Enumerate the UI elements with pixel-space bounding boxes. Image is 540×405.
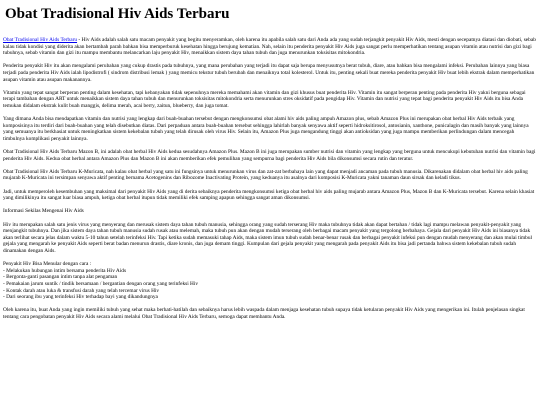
paragraph-amazon-plus: Yang dimana Anda bisa mendapatkan vitamin dan nutrisi yang lengkap dari buah-buahan tersebut dengan mengkonsumsi obat alami hiv aids paling ampuh Amazon plus, sebab Amazon Plus ini merupakan obat herbal Hiv Aids terbaik yang komposisinya itu terdiri dari buah-buahan yang telah disebutkan diatas. Dari perpaduan antara buah-buahan tersebut sehingga lahirlah banyak senyawa aktif seperti hidroksitirosol, antosianin, xanthone, punicalagin dan masih banyak yang lainnya yang semuanya itu berkhasiat untuk meningkatkan sistem kekebalan tubuh yang telah dirusak oleh virus Hiv. Selain itu, Amazon Plus juga mengandung tinggi akan antioksidan yang juga mampu memberikan perlindungan dalam mencegah timbulnya komplikasi penyakit lainnya.	[3, 116, 529, 142]
list-item: - Pemakaian jarum suntik / tindik bersamaan / bergantian dengan orang yang terinfeksi Hiv	[3, 280, 199, 287]
page-title: Obat Tradisional Hiv Aids Terbaru	[5, 6, 230, 22]
intro-text: - Hiv Aids adalah salah satu macam penyakit yang begitu menyeramkan, oleh karena itu apabila salah satu dari Anda ada yang sudah terjangkit penyakit Hiv Aids, mesti dengan secepatnya diatasi dan diobati, sebab kalau tidak kondisi yang diderita akan bertambah parah bahkan bisa memperburuk kesehatan hingga berujung kematian. Nah, selain itu penderita penyakit Hiv Aids juga sangat perlu memperhatikan tentang asupan vitamin atau nutrisi dan gizi bagi tubuhnya, sebab vitamin dan gizi itu mampu membantu melancarkan laju penyakit Hiv, menaikkan sistem daya tahan tubuh dan juga menurunkan toksisitas mitokondria.	[3, 37, 536, 57]
list-item: - Kontak darah atau luka & transfusi darah yang telah tercemar virus Hiv	[3, 287, 160, 294]
paragraph-vitamins: Vitamin yang tepat sangat berperan penting dalam kesehatan, tapi kebanyakan tidak sepenuhnya mereka memahami akan vitamin dan gizi khusus buat penderita Hiv. Vitamin itu sangat berperan penting pada penderita Hiv yakni berguna sebagai terapi tambahan dengan ART untuk menaikkan sistem daya tahan tubuh dan menurunkan toksisitas mitokondria serta menurunkan stres oksidatif pada pengidap Hiv. Vitamin dan nutrisi yang tepat bagi penderita penyakit Hiv Aids itu bisa Anda temukan didalam ekstrak kulit buah manggis, delima merah, acai berry, zaitun, blueberry, dan juga tomat.	[3, 89, 526, 109]
transmission-heading: Penyakit Hiv Bisa Menular dengan cara :	[3, 261, 92, 268]
list-item: - Dari seorang ibu yang terinfeksi Hiv terhadap bayi yang dikandungnya	[3, 294, 158, 301]
paragraph-closing: Oleh karena itu, buat Anda yang ingin memiliki tubuh yang sehat maka berhati-hatilah dan sebaiknya harus lebih waspada dalam menjaga kesehatan tubuh supaya tidak ketularan penyakit Hiv Aids yang mengerikan ini. Itulah penjelasan singkat tentang cara pengobatan penyakit Hiv Aids secara alami melalui Obat Tradisional Hiv Aids Terbaru, semoga dapat membantu Anda.	[3, 307, 525, 320]
paragraph-changes: Penderita penyakit Hiv itu akan mengalami perubahan yang cukup drastis pada tubuhnya, yang mana perubahan yang terjadi itu dapat saja berupa menyusutnya berat tubuh, diare, atau bahkan bisa mengalami infeksi. Perubahan lainnya yang biasa terjadi pada penderita Hiv Aids ialah lipodistrofi ( sindrom distribusi lemak ) yang memicu tekstur tubuh berubah dan menaiknya total kolesterol. Untuk itu, penting sekali buat mereka penderita penyakit Hiv buat lebih ekstrak dalam memperhatikan asupan vitamin atau asupan makanannya.	[3, 63, 535, 83]
paragraph-hiv-info: Hiv itu merupakan salah satu jenis virus yang menyerang dan merusak sistem daya tahan tubuh manusia, sehingga orang yang sudah terserang Hiv maka tubuhnya tidak akan dapat bertahan / tidak lagi mampu melawan penyakit-penyakit yang menjangkit tubuhnya. Dan jika sistem daya tahan tubuh manusia sudah rusak atau melemah, maka tubuh pun akan dengan mudah terserang oleh berbagai macam penyakit yang tergolong berbahaya. Gejala dari penyakit Hiv Aids ini biasanya tidak akan terlihat secara jelas dalam waktu 5-10 tahun setelah terinfeksi Hiv. Tapi ketika sudah memasuki tahap Aids, maka sistem imun tubuh sudah benar-benar rusak dan berbagai penyakit infeksi pun dengan mudah menyerang dan akan mulai timbul gejala yang mengarah ke penyakit Aids seperti berat badan menurun drastis, diare kronis, dan juga demam tinggi. Kumpulan dari gejala penyakit yang mengarah pada penyakit Aids itu bisa jadi pertanda bahwa sistem kekebalan tubuh sudah dinamakan dengan Aids.	[3, 221, 532, 254]
section-heading-info: Informasi Sekilas Mengenai Hiv Aids	[3, 208, 84, 215]
transmission-list	[3, 261, 537, 301]
paragraph-mazon-b: Obat Tradisional Hiv Aids Terbaru Mazon B, ini adalah obat herbal Hiv Aids kedua sesudahnya Amazon Plus. Mazon B ini juga merupakan sumber nutrisi dan vitamin yang lengkap yang berguna untuk mencukupi kebutuhan nutrisi dan vitamin bagi penderita Hiv Aids. Kedua obat herbal antara Amazon Plus dan Mazon B ini akan memberikan efek pemulihan yang sempurna bagi penderita Hiv Aids bila dikonsumsi secara rutin dan teratur.	[3, 149, 536, 162]
paragraph-k-muricata: Obat Tradisional Hiv Aids Terbaru K-Muricata, nah kalau obat herbal yang satu ini fungsinya untuk menurunkan virus dan zat-zat berbahaya lain yang dapat menjadi ancaman pada tubuh manusia. Dikarenakan didalam obat herbal hiv aids paling mujarab K-Muricata ini tersimpan senyawa aktif penting bernama Acetogenins dan Ribozome Inactivating Protein, yang keduanya itu asalnya dari komposisi K-Muricata yakni tanaman daun sirsak dan keladi tikus.	[3, 168, 528, 182]
list-item: - Bergonta-ganti pasangan intim tanpa alat pengaman	[3, 274, 118, 281]
paragraph-conclusion: Jadi, untuk memperoleh kesembuhan yang maksimal dari penyakit Hiv Aids yang di derita sebaiknya penderita mengkonsumsi ketiga obat herbal hiv aids paling mujarab antara Amazon Plus, Mazon B dan K-Muricata tersebut. Karena selain khasiat yang dimilikinya itu sangat luar biasa ampuh, ketiga obat herbal itupun tidak memiliki efek samping apapun sehingga sangat aman dikonsumsi.	[3, 188, 535, 202]
list-item: - Melakukan hubungan intim bersama penderita Hiv Aids	[3, 267, 127, 274]
title-link[interactable]: Obat Tradisional Hiv Aids Terbaru	[3, 37, 78, 43]
intro-paragraph	[3, 37, 537, 57]
